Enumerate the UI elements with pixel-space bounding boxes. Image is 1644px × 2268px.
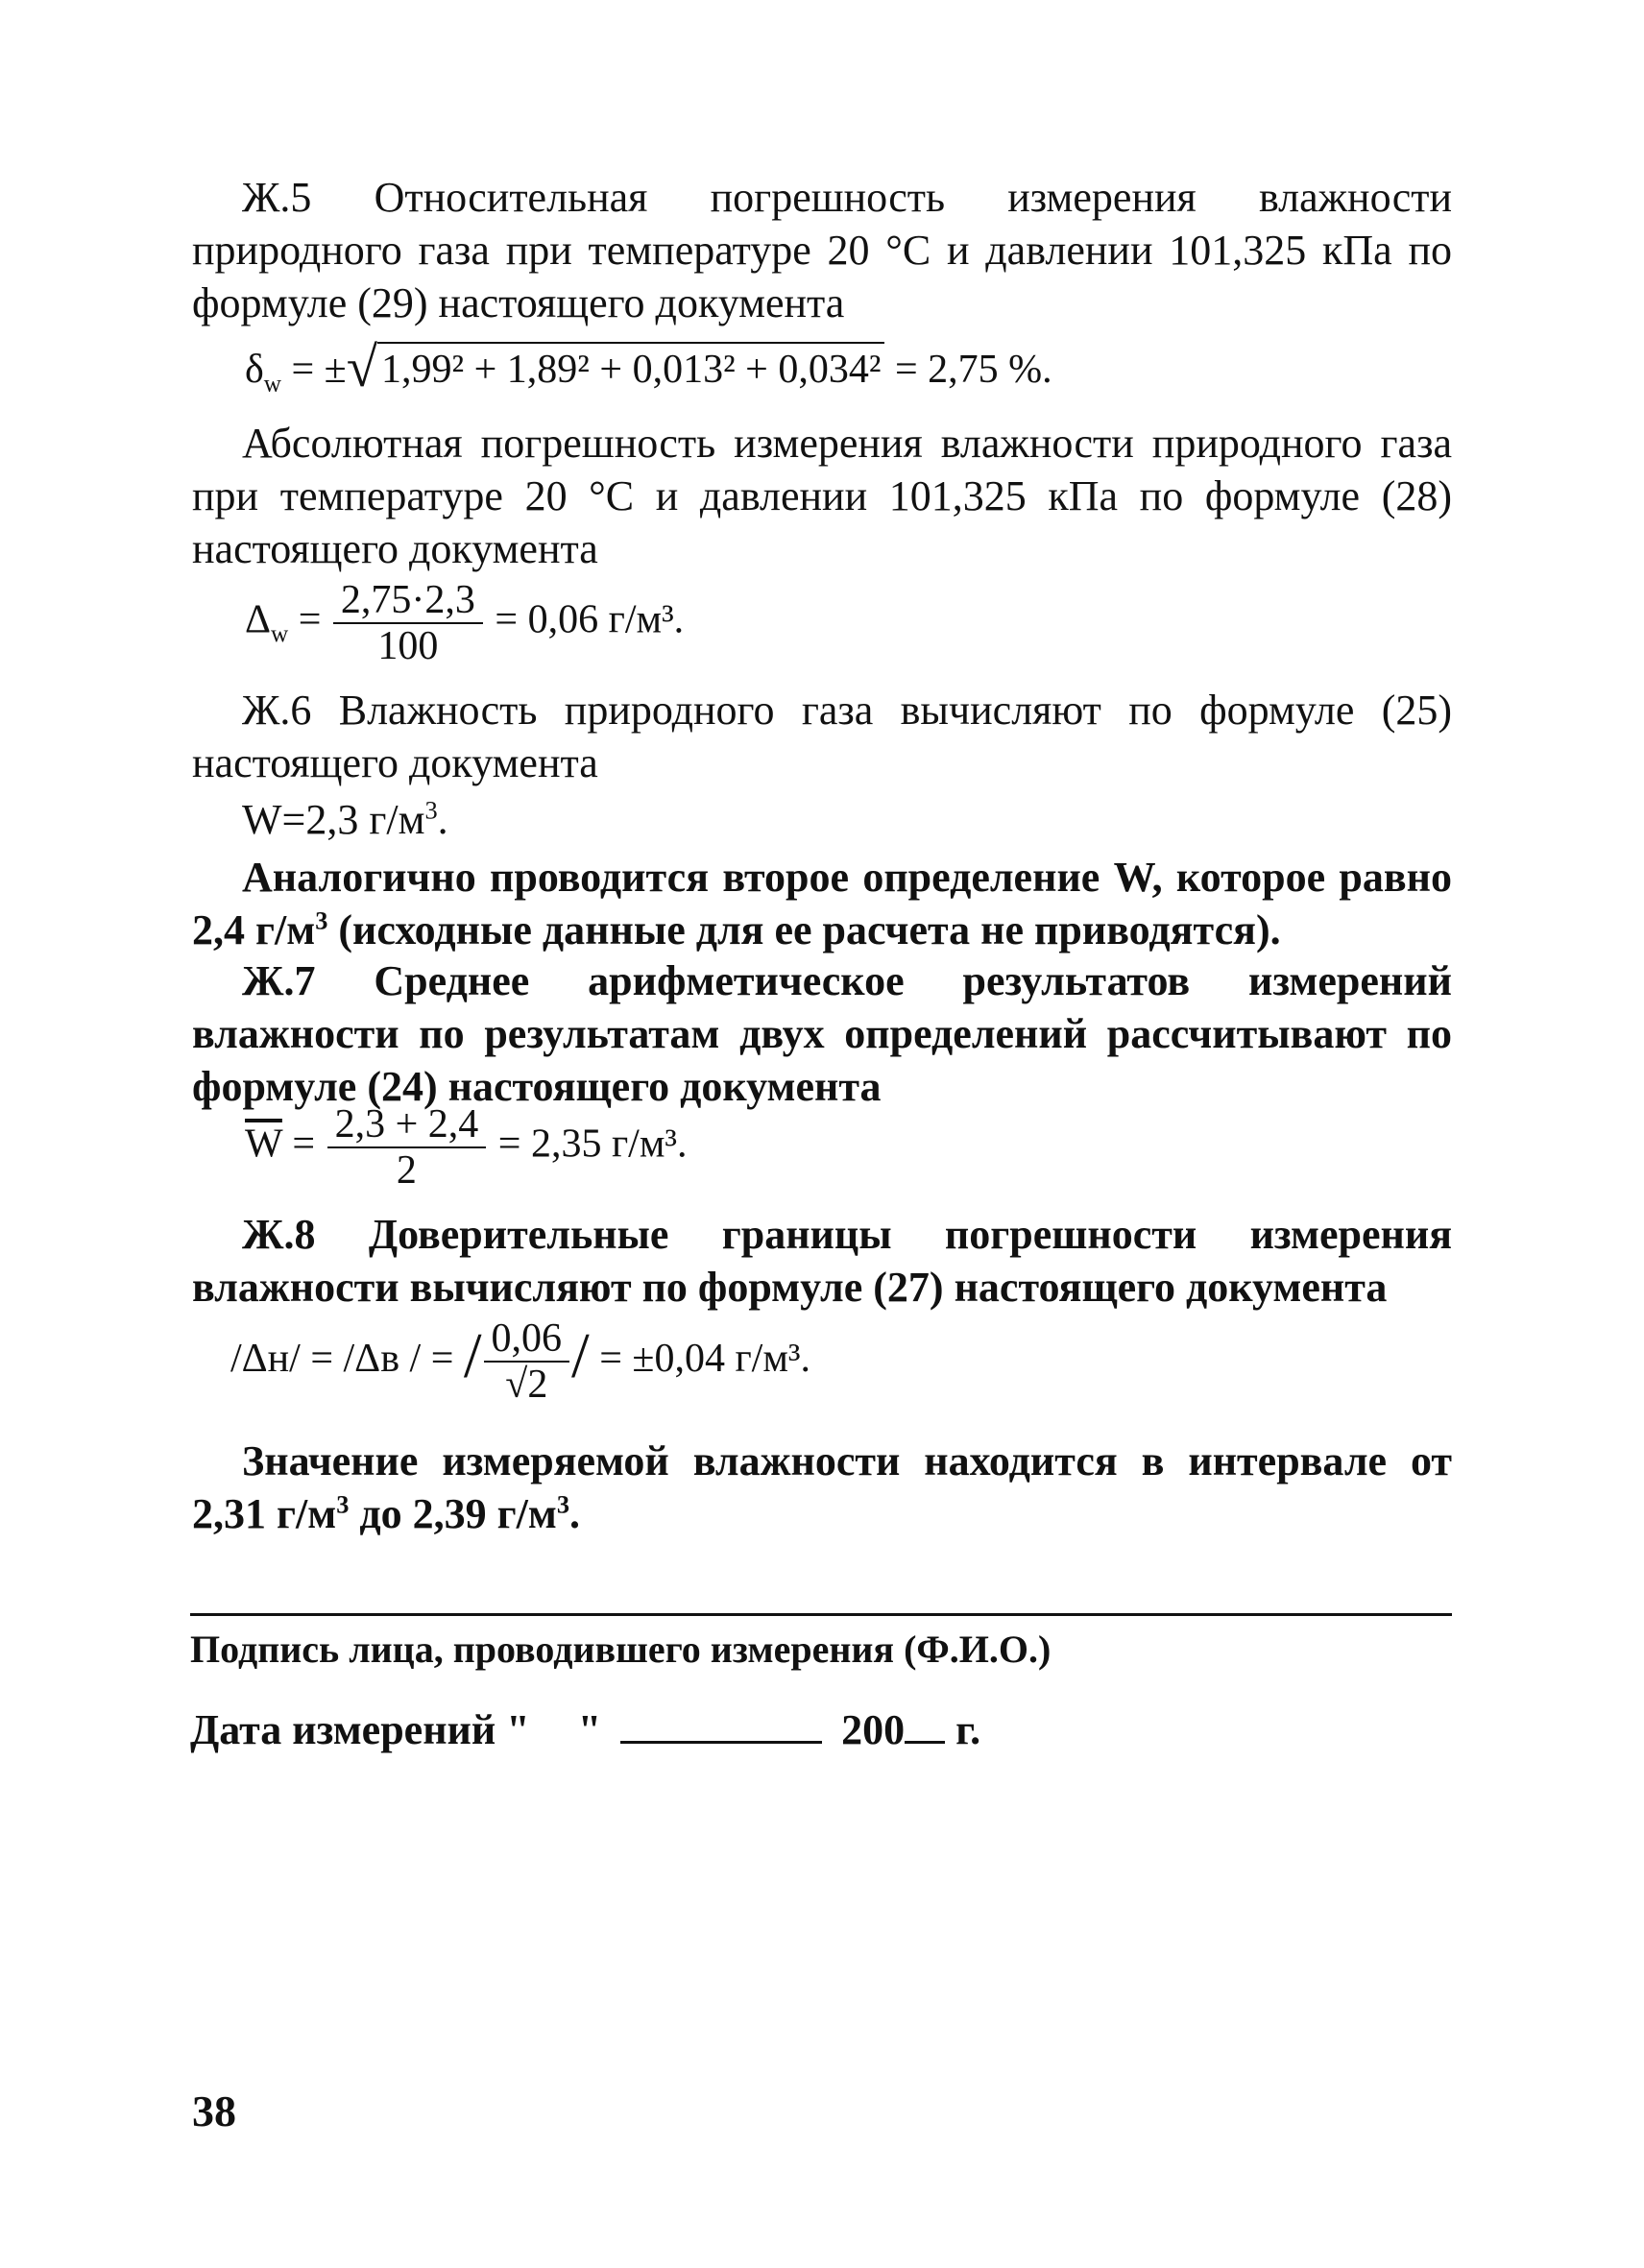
slash-icon: / (571, 1319, 590, 1391)
paragraph-zh7 (192, 954, 1452, 1113)
formula-mean-w: $\overline{W}$ (245, 1122, 282, 1167)
formula-conf-fraction (488, 1316, 567, 1408)
paragraph-zh8-text: Ж.8 Доверительные границы погрешности измерения влажности вычисляют по формуле (27) настоящего документа (192, 1211, 1452, 1311)
paragraph-zh5-text: Ж.5 Относительная погрешность измерения влажности природного газа при температуре 20 °С и давлении 101,325 кПа по формуле (29) настоящего документа (192, 174, 1452, 326)
formula-mean-numerator: 2,3 + 2,4 (334, 1102, 479, 1146)
interval-sup-a: 3 (336, 1489, 350, 1519)
formula-conf-result: = ±0,04 г/м³. (599, 1337, 811, 1381)
formula-absolute-error (245, 580, 684, 666)
w-value-line (192, 793, 1452, 846)
paragraph-interval (192, 1435, 1452, 1540)
date-blank-year (905, 1708, 945, 1744)
formula-mean (245, 1104, 688, 1191)
interval-text-b: до 2,39 г/м (349, 1490, 557, 1537)
formula-abs-delta-symbol: Δ (245, 597, 272, 642)
formula-mean-denominator: 2 (327, 1146, 487, 1191)
paragraph-analog (192, 851, 1452, 956)
paragraph-analog-text (192, 851, 1452, 956)
signature-caption: Подпись лица, проводившего измерения (Ф.И.О.) (190, 1628, 1052, 1671)
paragraph-zh6 (192, 684, 1452, 789)
paragraph-zh8 (192, 1208, 1452, 1314)
formula-sqrt (346, 336, 885, 398)
page-number: 38 (192, 2087, 236, 2135)
formula-conf-numerator: 0,06 (491, 1316, 563, 1362)
w-value: W=2,3 $г/м^3$. (242, 795, 448, 843)
paragraph-zh5 (192, 171, 1452, 329)
formula-conf-lhs: /Δн/ = /Δв / = (230, 1337, 454, 1381)
formula-mean-fraction (331, 1104, 483, 1191)
paragraph-absolute-error (192, 417, 1452, 575)
paragraph-zh6-text: Ж.6 Влажность природного газа вычисляют по формуле (25) настоящего документа (192, 687, 1452, 786)
year-prefix: 200 (841, 1706, 906, 1753)
interval-sup-b: 3 (556, 1489, 570, 1519)
formula-abs-fraction (337, 580, 479, 666)
formula-abs-subscript: w (271, 621, 289, 648)
formula-abs-denominator: 100 (333, 622, 483, 666)
signature-line (190, 1613, 1452, 1616)
paragraph-interval-text: Значение измеряемой влажности находится в интервале от 2,31 $г/м^3$ до 2,39 $г/м^3$. (192, 1437, 1452, 1537)
formula-conf-denominator: √2 (484, 1361, 570, 1405)
year-suffix: г. (945, 1706, 981, 1753)
formula-abs-equals: = (298, 597, 322, 642)
analog-tail: (исходные данные для ее расчета не приводятся). (338, 906, 1281, 953)
sqrt-icon: √ (346, 336, 378, 398)
w-value-sup: 3 (424, 795, 438, 825)
date-line (190, 1705, 980, 1754)
date-blank-month (620, 1708, 822, 1744)
paragraph-zh7-text: Ж.7 Среднее арифметическое результатов измерений влажности по результатам двух определений рассчитывают по формуле (24) настоящего документа (192, 957, 1452, 1110)
formula-mean-equals: = (292, 1122, 316, 1167)
formula-abs-result: = 0,06 г/м³. (495, 597, 685, 642)
formula-plus-minus: = ± (291, 348, 347, 392)
formula-mean-result: = 2,35 г/м³. (497, 1122, 688, 1167)
slash-icon: / (463, 1319, 482, 1391)
analog-sup: 3 (315, 905, 328, 935)
formula-delta-subscript: w (263, 371, 281, 398)
date-quote-close: " (577, 1706, 602, 1753)
paragraph-absolute-error-text: Абсолютная погрешность измерения влажности природного газа при температуре 20 °С и давлении 101,325 кПа по формуле (28) настоящего документа (192, 420, 1452, 572)
analog-text: Аналогично проводится второе определение W, которое равно 2,4 г/м (192, 854, 1452, 953)
interval-text-a: Значение измеряемой влажности находится в интервале от 2,31 г/м (192, 1437, 1452, 1537)
formula-relative-error-result: = 2,75 %. (894, 348, 1052, 392)
formula-abs-numerator: 2,75·2,3 (340, 578, 475, 622)
formula-radicand: 1,99² + 1,89² + 0,013² + 0,034² (377, 342, 884, 390)
formula-delta-symbol: δ (245, 348, 264, 392)
date-label: Дата измерений " (190, 1706, 530, 1753)
w-value-text: W=2,3 г/м (242, 796, 425, 843)
formula-relative-error (245, 336, 1052, 398)
formula-confidence (230, 1316, 811, 1408)
